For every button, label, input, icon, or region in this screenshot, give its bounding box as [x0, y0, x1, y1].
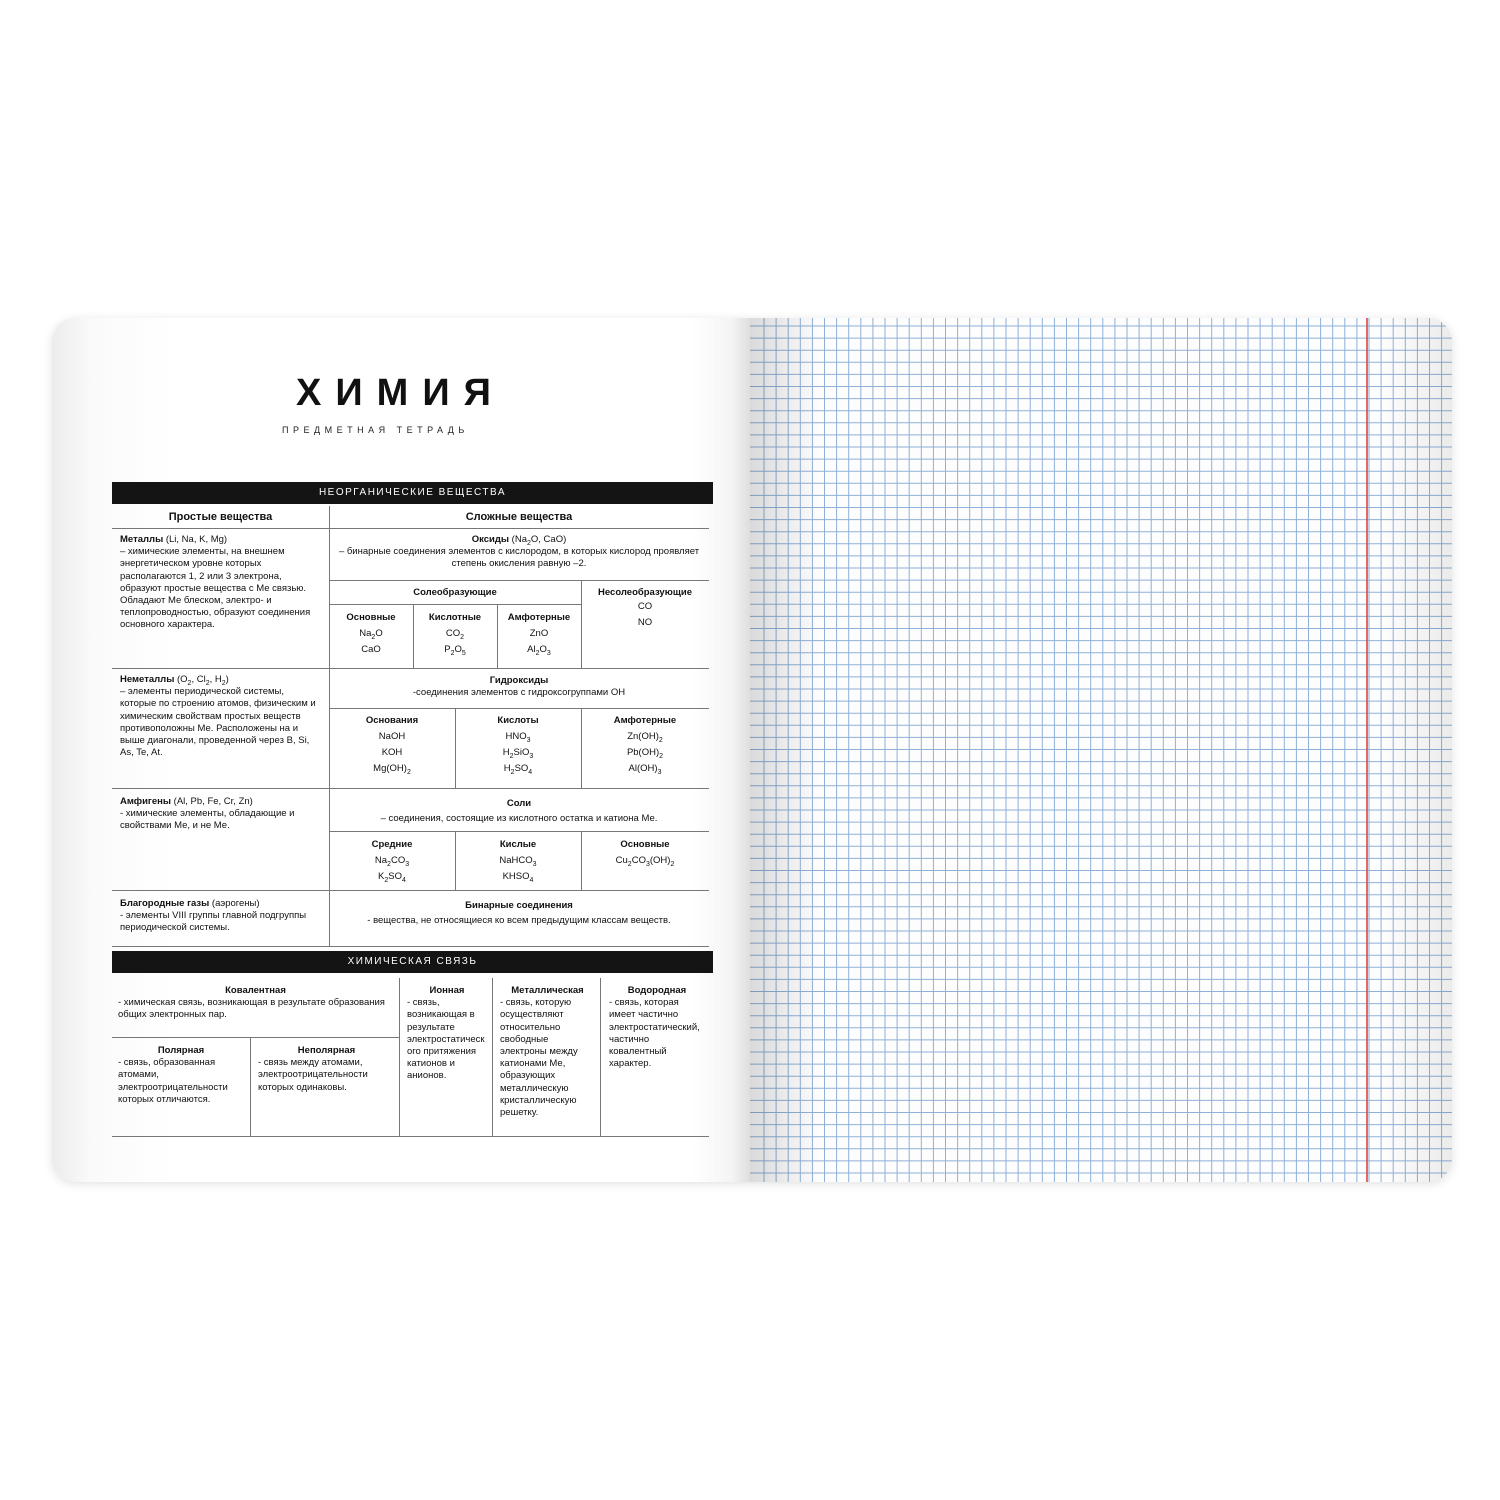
- amphigens-examples: (Al, Pb, Fe, Cr, Zn): [173, 796, 253, 807]
- amphoteric-hydroxides-cell: Амфотерные $Zn(OH)_2$ $Pb(OH)_2$ $Al(OH)_3$: [581, 713, 709, 777]
- amph-oxide-ex1: ZnO: [529, 628, 549, 639]
- grid-paper: [750, 318, 1452, 1182]
- non-salt-forming-label: Несолеобразующие: [598, 587, 692, 598]
- hydroxides-text: -соединения элементов с гидроксогруппами ОН: [412, 687, 626, 699]
- binary-cell: [334, 898, 704, 928]
- metallic-text: - связь, которую осуществляют относительно свободные электроны между катионами Ме, образующих металлическую кристаллическую решетку.: [500, 997, 578, 1119]
- divider: [492, 978, 493, 1136]
- noble-gases-examples: (аэрогены): [211, 898, 260, 909]
- amphoteric-oxides-label: Амфотерные: [507, 612, 571, 623]
- basic-oxides-cell: Основные $Na_2O$ CaO: [329, 610, 413, 658]
- acids-ex1: HNO: [505, 731, 527, 742]
- acids-ex2: SiO: [513, 747, 530, 758]
- amphigens-text: - химические элементы, обладающие и свойствами Ме, и не Ме.: [120, 808, 295, 832]
- non-salt-ex-co: CO: [637, 601, 653, 613]
- metallic-name: Металлическая: [511, 985, 584, 996]
- binary-name: Бинарные соединения: [465, 900, 573, 911]
- bond-header-bar: ХИМИЧЕСКАЯ СВЯЗЬ: [112, 951, 713, 973]
- amphigens-cell: [120, 796, 320, 833]
- divider: [329, 831, 709, 832]
- divider: [329, 604, 581, 605]
- divider: [112, 890, 709, 891]
- metals-text: – химические элементы, на внешнем энергетическом уровне которых располагаются 1, 2 или 3 электрона, образуют простые вещества с Ме связью. Обладают Ме блеском, электро- и теплопроводностью, образуют соединения основного характера.: [120, 546, 311, 631]
- polar-cell: [118, 1045, 244, 1106]
- hydrogen-text: - связь, которая имеет частично электростатический, частично ковалентный характер.: [609, 997, 700, 1070]
- binary-text: - вещества, не относящиеся ко всем предыдущим классам веществ.: [367, 915, 671, 926]
- divider: [112, 1037, 399, 1038]
- bases-ex2: KOH: [381, 747, 403, 758]
- normal-salts-label: Средние: [371, 839, 413, 850]
- hydroxides-name: Гидроксиды: [489, 675, 549, 686]
- metallic-cell: [500, 985, 595, 1119]
- acidic-salts-cell: Кислые NaHCO$_3$ $KHSO_4$: [455, 837, 581, 885]
- acidic-salts-label: Кислые: [499, 839, 537, 850]
- hydroxides-cell: [334, 675, 704, 699]
- polar-text: - связь, образованная атомами, электроотрицательности которых отличаются.: [118, 1057, 228, 1105]
- normal-salts-cell: Средние $Na_2CO_3$ $K_2SO_4$: [329, 837, 455, 885]
- nonpolar-cell: [258, 1045, 395, 1094]
- polar-name: Полярная: [157, 1045, 205, 1056]
- salts-text: – соединения, состоящие из кислотного остатка и катиона Ме.: [380, 813, 658, 824]
- bases-ex1: NaOH: [378, 731, 406, 742]
- divider: [112, 788, 709, 789]
- acidic-salt-ex2: KHSO: [502, 871, 530, 882]
- nonpolar-name: Неполярная: [297, 1045, 356, 1056]
- metals-cell: [120, 534, 320, 632]
- non-salt-forming-cell: [581, 587, 709, 631]
- bases-label: Основания: [365, 715, 419, 726]
- divider: [112, 528, 709, 529]
- acidic-oxides-cell: Кислотные $CO_2$ $P_2O_5$: [413, 610, 497, 658]
- bases-cell: Основания NaOH KOH $Mg(OH)_2$: [329, 713, 455, 777]
- divider: [112, 946, 709, 947]
- divider: [399, 978, 400, 1136]
- amphoteric-hydroxides-label: Амфотерные: [613, 715, 677, 726]
- acids-label: Кислоты: [497, 715, 539, 726]
- divider: [600, 978, 601, 1136]
- oxides-text: – бинарные соединения элементов с кислородом, в которых кислород проявляет степень окисления равную –2.: [338, 546, 700, 570]
- oxides-name: Оксиды: [471, 534, 510, 545]
- divider: [250, 1037, 251, 1136]
- grid-paper-page: [750, 318, 1452, 1182]
- page-subtitle: ПРЕДМЕТНАЯ ТЕТРАДЬ: [282, 425, 469, 435]
- divider: [329, 580, 709, 581]
- acids-cell: Кислоты $HNO_3$ $H_2SiO_3$ $H_2SO_4$: [455, 713, 581, 777]
- covalent-text: - химическая связь, возникающая в результате образования общих электронных пар.: [118, 997, 385, 1021]
- basic-salts-cell: Основные $Cu_2CO_3(OH)_2$: [581, 837, 709, 869]
- nonmetals-name: Неметаллы: [120, 674, 175, 685]
- metals-name: Металлы: [120, 534, 164, 545]
- ionic-cell: [407, 985, 487, 1083]
- divider: [329, 708, 709, 709]
- amphigens-name: Амфигены: [120, 796, 172, 807]
- page-title: ХИМИЯ: [296, 372, 505, 414]
- basic-oxides-label: Основные: [346, 612, 396, 623]
- basic-salts-label: Основные: [620, 839, 670, 850]
- nonmetals-cell: Неметаллы ($O_2$, $Cl_2$, $H_2$) – элементы периодической системы, которые по строению атомов, физическим и химическим свойствам простых веществ противоположны Ме. Расположены на и выше диагонали, проведенной через B, Si, As, Te, At.: [120, 674, 316, 759]
- nonmetals-text: – элементы периодической системы, которые по строению атомов, физическим и химическим свойствам простых веществ противоположны Ме. Расположены на и выше диагонали, проведенной через B, Si, As, Te, At.: [120, 686, 316, 759]
- covalent-name: Ковалентная: [225, 985, 286, 996]
- oxides-cell: Оксиды ($Na_2O$, CaO) – бинарные соединения элементов с кислородом, в которых кислород проявляет степень окисления равную –2.: [338, 534, 700, 570]
- noble-gases-cell: [120, 898, 320, 935]
- noble-gases-text: - элементы VIII группы главной подгруппы периодической системы.: [120, 910, 307, 934]
- ionic-name: Ионная: [429, 985, 465, 996]
- amphoteric-oxides-cell: Амфотерные ZnO $Al_2O_3$: [497, 610, 581, 658]
- acidic-oxides-label: Кислотные: [428, 612, 482, 623]
- salts-cell: [334, 796, 704, 826]
- inorganic-header-bar: НЕОРГАНИЧЕСКИЕ ВЕЩЕСТВА: [112, 482, 713, 504]
- nonpolar-text: - связь между атомами, электроотрицательности которых одинаковы.: [258, 1057, 368, 1093]
- salt-forming-label: Солеобразующие: [413, 587, 497, 598]
- hydrogen-name: Водородная: [627, 985, 687, 996]
- ionic-text: - связь, возникающая в результате электростатического притяжения катионов и анионов.: [407, 997, 485, 1082]
- non-salt-ex-no: NO: [637, 617, 653, 629]
- divider: [112, 668, 709, 669]
- col-simple-substances: Простые вещества: [168, 511, 273, 523]
- basic-oxide-ex2: CaO: [361, 644, 381, 655]
- divider: [112, 1136, 709, 1137]
- covalent-cell: [118, 985, 393, 1022]
- metals-examples: (Li, Na, K, Mg): [165, 534, 228, 545]
- hydrogen-cell: [609, 985, 705, 1070]
- salts-name: Соли: [506, 798, 532, 809]
- noble-gases-name: Благородные газы: [120, 898, 210, 909]
- col-complex-substances: Сложные вещества: [465, 511, 573, 523]
